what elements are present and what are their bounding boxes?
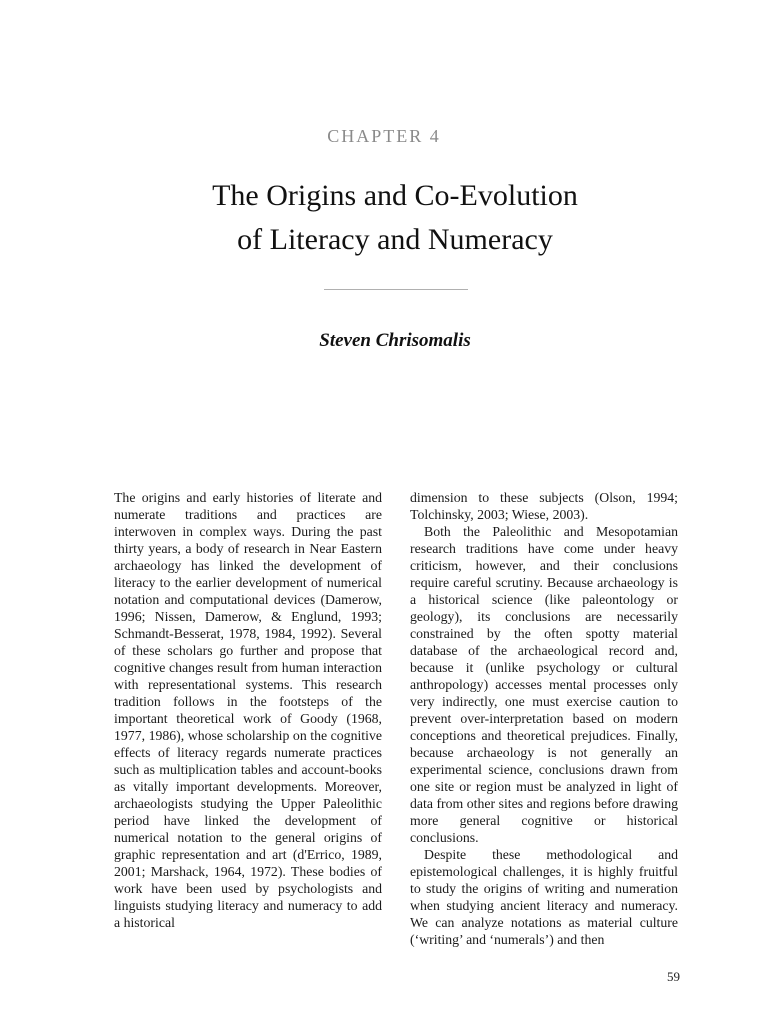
right-column <box>410 489 678 948</box>
title-divider <box>324 289 468 290</box>
chapter-title-line-1: The Origins and Co-Evolution <box>212 179 578 212</box>
author-name: Steven Chrisomalis <box>319 330 471 351</box>
left-column <box>114 489 382 931</box>
body-paragraph: The origins and early histories of literate and numerate traditions and practices are interwoven in complex ways. During the past thirty years, a body of research in Near Eastern archaeology has linked the development of literacy to the earlier development of numerical notation and computational devices (Damerow, 1996; Nissen, Damerow, & Englund, 1993; Schmandt-Besserat, 1978, 1984, 1992). Several of these scholars go further and propose that cognitive changes result from human interaction with representational systems. This research tradition follows in the footsteps of the important theoretical work of Goody (1968, 1977, 1986), whose scholarship on the cognitive effects of literacy regards numerate practices such as multiplication tables and account-books as vitally important developments. Moreover, archaeologists studying the Upper Paleolithic period have linked the development of numerical notation to the general origins of graphic representation and art (d'Errico, 1989, 2001; Marshack, 1964, 1972). These bodies of work have been used by psychologists and linguists studying literacy and numeracy to add a historical <box>114 490 382 930</box>
body-paragraph: Despite these methodological and epistemological challenges, it is highly fruitful to study the origins of writing and numeration when studying ancient literacy and numeracy. We can analyze notations as material culture (‘writing’ and ‘numerals’) and then <box>410 847 678 947</box>
chapter-title <box>0 174 768 262</box>
chapter-label: CHAPTER 4 <box>327 126 441 146</box>
body-paragraph: dimension to these subjects (Olson, 1994; Tolchinsky, 2003; Wiese, 2003). <box>410 490 678 522</box>
chapter-title-line-2: of Literacy and Numeracy <box>237 223 553 256</box>
page-number: 59 <box>667 969 680 984</box>
body-paragraph: Both the Paleolithic and Mesopotamian research traditions have come under heavy criticism, however, and their conclusions require careful scrutiny. Because archaeology is a historical science (like paleontology or geology), its conclusions are necessarily constrained by the often spotty material database of the archaeological record and, because it (unlike psychology or cultural anthropology) accesses mental processes only very indirectly, one must exercise caution to prevent over-interpretation based on modern conceptions and theoretical prejudices. Finally, because archaeology is not generally an experimental science, conclusions drawn from one site or region must be analyzed in light of data from other sites and regions before drawing more general cognitive or historical conclusions. <box>410 524 678 845</box>
